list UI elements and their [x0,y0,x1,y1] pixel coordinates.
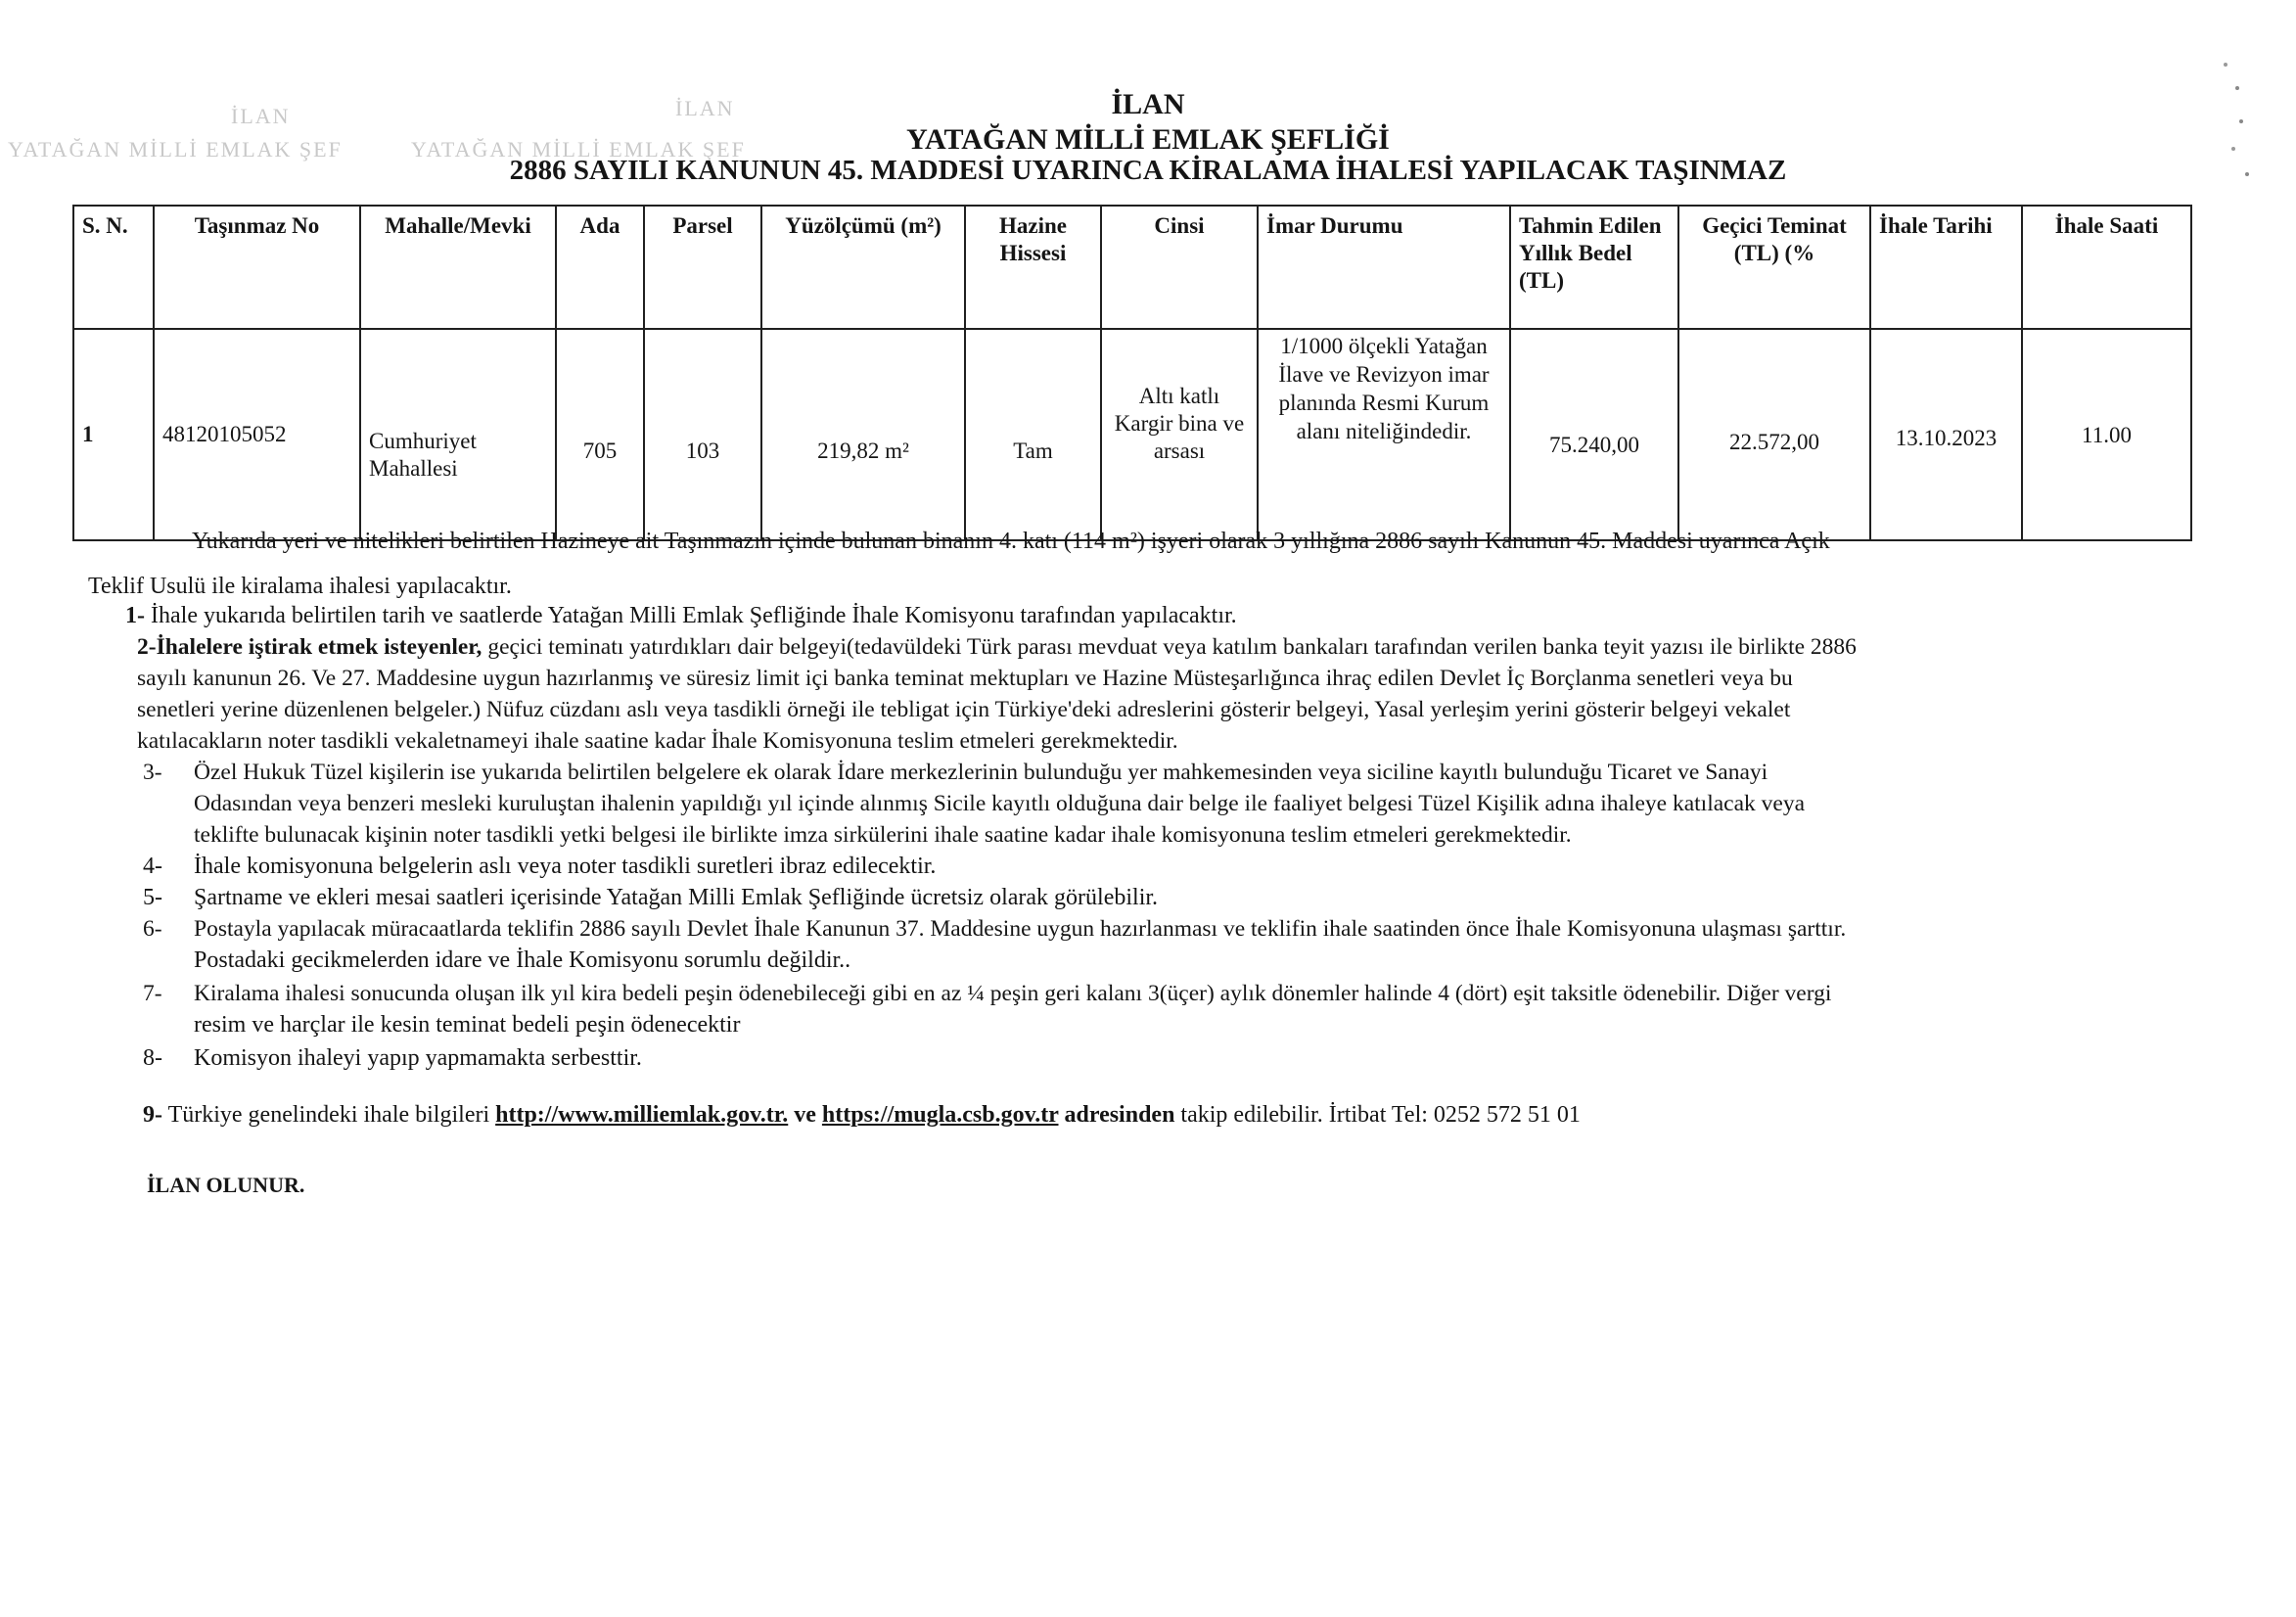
cell-ihale-saati: 11.00 [2022,329,2191,540]
col-hazine-hissesi: Hazine Hissesi [965,206,1101,329]
ghost-ilan-2: İLAN [675,96,735,120]
speck-4 [2231,147,2235,151]
cell-parsel: 103 [644,329,761,540]
item-3-line-b: Odasından veya benzeri mesleki kuruluştan ihalenin yapıldığı yıl içinde alınmış Sicile kayıtlı olduğuna dair belge ile faaliyet belgesi Tüzel Kişilik adına ihaleye katılacak veya [194,791,1806,816]
item-5-number: 5- [143,885,162,910]
item-3-line-c: teklifte bulunacak kişinin noter tasdikli yetki belgesi ile birlikte imza sirkülerini ihale saatine kadar ihale komisyonuna teslim etmeleri gerekmektedir. [194,822,1572,848]
table-row [73,329,2191,540]
item-2-bold: İhalelere iştirak etmek isteyenler, [156,634,482,660]
item-5-text: Şartname ve ekleri mesai saatleri içerisinde Yatağan Milli Emlak Şefliğinde ücretsiz olarak görülebilir. [194,885,1159,910]
cell-tasinmaz-no: 48120105052 [154,329,360,540]
item-2-line-d: katılacakların noter tasdikli vekaletnameyi ihale saatine kadar İhale Komisyonuna teslim etmeleri gerekmektedir. [137,728,1178,754]
item-3-number: 3- [143,760,162,785]
item-9-text-a: Türkiye genelindeki ihale bilgileri [162,1102,496,1128]
item-6-line-a: Postayla yapılacak müracaatlarda teklifin 2886 sayılı Devlet İhale Kanunun 37. Maddesine uygun hazırlanması ve teklifin ihale saatinden önce İhale Komisyonuna ulaşması şarttır. [194,916,1847,942]
cell-sn: 1 [73,329,154,540]
col-sn: S. N. [73,206,154,329]
link-mugla-csb[interactable]: https://mugla.csb.gov.tr [821,1102,1059,1128]
item-2-line-c: senetleri yerine düzenlenen belgeler.) Nüfuz cüzdanı aslı veya tasdikli örneği ile tebligat için Türkiye'deki adreslerini gösterir belgeyi, Yasal yerleşim yerini gösterir belgeyi vekalet [137,697,1791,722]
cell-mahalle: Cumhuriyet Mahallesi [360,329,556,540]
item-9-adresinden: adresinden [1058,1102,1175,1128]
item-1-text: İhale yukarıda belirtilen tarih ve saatlerde Yatağan Milli Emlak Şefliğinde İhale Komisyonu tarafından yapılacaktır. [151,603,1237,628]
item-4-number: 4- [143,854,162,879]
intro-line-2: Teklif Usulü ile kiralama ihalesi yapılacaktır. [88,574,512,599]
scan-marks [2212,59,2290,196]
table-header-row [73,206,2191,329]
item-9-ve: ve [788,1102,822,1128]
cell-ada: 705 [556,329,644,540]
closing-text: İLAN OLUNUR. [147,1173,305,1197]
item-2-line-b: sayılı kanunun 26. Ve 27. Maddesine uygun hazırlanmış ve süresiz limit içi banka teminat mektupları ve Hazine Müsteşarlığınca ihraç edilen Devlet İç Borçlanma senetleri veya bu [137,666,1793,691]
cell-hazine-hissesi: Tam [965,329,1101,540]
cell-yuzolcumu: 219,82 m² [761,329,965,540]
header-office: YATAĞAN MİLLİ EMLAK ŞEFLİĞİ [906,123,1390,156]
item-2-line-a: geçici teminatı yatırdıkları dair belgeyi(tedavüldeki Türk parası mevduat veya katılım bankaları tarafından verilen banka teyit yazısı ile birlikte 2886 [482,634,1857,660]
col-ihale-saati: İhale Saati [2022,206,2191,329]
cell-imar-durumu: 1/1000 ölçekli Yatağan İlave ve Revizyon imar planında Resmi Kurum alanı niteliğindedir. [1258,329,1510,540]
header-subtitle: 2886 SAYILI KANUNUN 45. MADDESİ UYARINCA KİRALAMA İHALESİ YAPILACAK TAŞINMAZ [509,155,1787,186]
speck-1 [2224,63,2227,67]
item-2 [137,632,2182,662]
ghost-line-1: YATAĞAN MİLLİ EMLAK ŞEF [8,137,343,162]
col-tasinmaz-no: Taşınmaz No [154,206,360,329]
item-7-number: 7- [143,981,162,1006]
ghost-ilan-1: İLAN [231,104,291,128]
item-4 [143,852,2188,881]
col-gecici-teminat: Geçici Teminat (TL) (% [1678,206,1870,329]
intro-line-1: Yukarıda yeri ve nitelikleri belirtilen Hazineye ait Taşınmazın içinde bulunan binanın 4. katı (114 m²) işyeri olarak 3 yıllığına 2886 sayılı Kanunun 45. Maddesi uyarınca Açık [192,529,1830,554]
col-yuzolcumu: Yüzölçümü (m²) [761,206,965,329]
item-4-text: İhale komisyonuna belgelerin aslı veya noter tasdikli suretleri ibraz edilecektir. [194,854,937,879]
item-1-number: 1- [125,603,145,628]
item-9 [143,1100,2188,1130]
item-9-text-b: takip edilebilir. İrtibat Tel: 0252 572 51 01 [1174,1102,1581,1128]
link-milliemlak[interactable]: http://www.milliemlak.gov.tr. [495,1102,789,1128]
item-2-number: 2- [137,634,157,660]
item-7-line-a: Kiralama ihalesi sonucunda oluşan ilk yıl kira bedeli peşin ödenebileceği gibi en az ¼ peşin geri kalanı 3(üçer) aylık dönemler halinde 4 (dört) eşit taksitle ödenebilir. Diğer vergi [194,981,1832,1006]
item-3 [143,758,2188,787]
col-cinsi: Cinsi [1101,206,1258,329]
col-parsel: Parsel [644,206,761,329]
cell-tahmin-bedel: 75.240,00 [1510,329,1678,540]
cell-gecici-teminat: 22.572,00 [1678,329,1870,540]
col-ada: Ada [556,206,644,329]
col-tahmin-bedel: Tahmin Edilen Yıllık Bedel (TL) [1510,206,1678,329]
item-9-number: 9- [143,1102,162,1128]
speck-2 [2235,86,2239,90]
cell-cinsi: Altı katlı Kargir bina ve arsası [1101,329,1258,540]
item-1 [125,601,2171,630]
item-8-number: 8- [143,1045,162,1071]
item-6-line-b: Postadaki gecikmelerden idare ve İhale Komisyonu sorumlu değildir.. [194,947,851,973]
speck-5 [2245,172,2249,176]
item-5 [143,883,2188,912]
col-mahalle: Mahalle/Mevki [360,206,556,329]
item-6 [143,914,2188,944]
col-imar-durumu: İmar Durumu [1258,206,1510,329]
item-3-line-a: Özel Hukuk Tüzel kişilerin ise yukarıda belirtilen belgelere ek olarak İdare merkezlerinin bulunduğu yer mahkemesinden veya siciline kayıtlı bulunduğu Ticaret ve Sanayi [194,760,1768,785]
item-7-line-b: resim ve harçlar ile kesin teminat bedeli peşin ödenecektir [194,1012,741,1038]
item-6-number: 6- [143,916,162,942]
header-ilan: İLAN [1111,88,1185,120]
item-8-text: Komisyon ihaleyi yapıp yapmamakta serbesttir. [194,1045,642,1071]
item-8 [143,1043,2188,1073]
col-ihale-tarihi: İhale Tarihi [1870,206,2022,329]
ghost-line-2: YATAĞAN MİLLİ EMLAK ŞEF [411,137,746,162]
cell-ihale-tarihi: 13.10.2023 [1870,329,2022,540]
property-table [72,205,2192,541]
speck-3 [2239,119,2243,123]
item-7 [143,979,2188,1008]
